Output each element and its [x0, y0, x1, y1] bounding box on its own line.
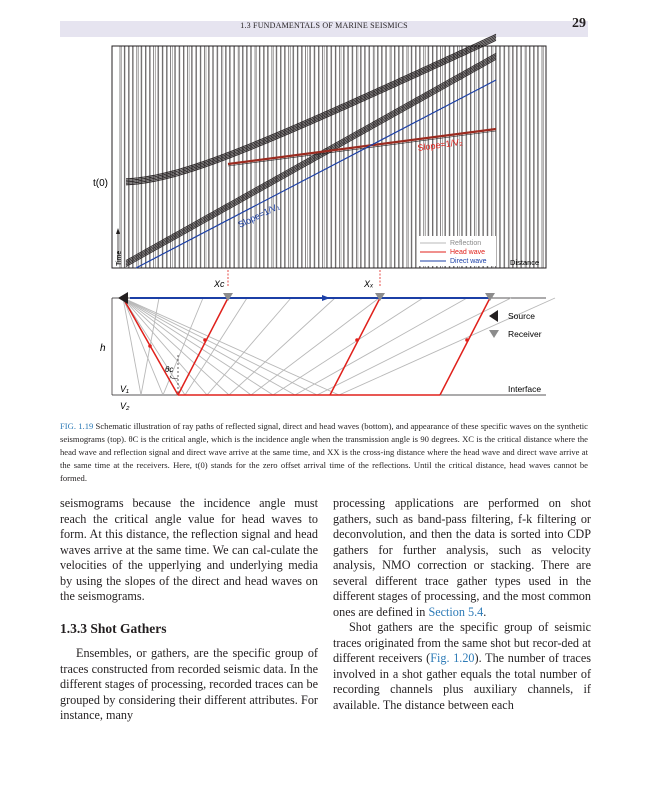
left-paragraph-1: seismograms because the incidence angle must reach the critical angle value for head waves to form. At this distance, the reflection signal and head waves arrive at the same time. We can cal-culate the velocities of the upperlying and underlying media by using the slopes of the direct and head waves on the seismograms. [60, 496, 318, 603]
interface-label: Interface [508, 384, 542, 394]
reflection-ray-down [123, 298, 207, 395]
right-paragraph-1 [333, 496, 591, 620]
v2-label: V₂ [120, 401, 130, 411]
v1-label: V₁ [120, 384, 129, 394]
right-paragraph-2-text: Shot gathers are the specific group of seismic traces originated from the same shot but recor-ded at different receivers ( [333, 620, 591, 665]
time-axis-label: Time [116, 250, 123, 266]
reflection-ray-up [251, 298, 379, 395]
theta-c-label: θc [165, 365, 174, 374]
figure-label: FIG. 1.19 [60, 421, 94, 431]
reflection-ray-down [123, 298, 339, 395]
head-wave-ray-xx [330, 298, 380, 395]
section-link[interactable]: Section 5.4 [428, 604, 484, 619]
time-axis-arrowhead [116, 228, 120, 234]
source-icon [118, 292, 128, 304]
xc-label: Xᴄ [214, 279, 225, 289]
reflection-ray-down [123, 298, 273, 395]
reflection-ray-down [123, 298, 163, 395]
receiver-legend-label: Receiver [508, 329, 542, 339]
figure-caption [60, 420, 588, 485]
source-legend-icon [489, 310, 498, 322]
left-column [60, 496, 318, 724]
right-column [333, 496, 591, 713]
head-arrow-2 [203, 338, 207, 342]
head-arrow-1 [148, 344, 152, 348]
head-arrow-4 [465, 338, 469, 342]
section-heading: 1.3.3 Shot Gathers [60, 620, 167, 636]
t0-label: t(0) [93, 178, 108, 189]
h-label: h [100, 343, 106, 354]
reflection-ray-up [273, 298, 423, 395]
xx-label: Xₓ [364, 279, 374, 289]
direct-wave-arrow [322, 295, 330, 301]
figure-link[interactable]: Fig. 1.20 [430, 651, 475, 665]
right-paragraph-2-end: ). The number of traces involved in a shot gather equals the total number of recording channels plus auxiliary channels, if available. The distance between each [333, 651, 591, 712]
caption-text: Schematic illustration of ray paths of reflected signal, direct and head waves (bottom), and appearance of these specific waves on the synthetic seismograms (top). θC is the critical angle, which is the incidence angle when the transmission angle is 90 degrees. XC is the critical distance where the head wave and reflection signal and direct wave arrive at the same time, and XX is the cross-ing distance where the head wave and direct wave arrive at the same time at the receivers. Here, t(0) stands for the zero offset arrival time of the reflections. Until the critical distance, head waves cannot be formed. [60, 421, 588, 483]
legend-head-wave-label: Head wave [450, 249, 486, 256]
distance-label: Distance [510, 258, 540, 267]
reflection-ray-up [229, 298, 335, 395]
running-title: 1.3 FUNDAMENTALS OF MARINE SEISMICS [240, 21, 408, 30]
slope-direct-label: Slope=1/V₁ [236, 201, 282, 230]
legend [418, 236, 496, 266]
right-paragraph-1-end: . [483, 604, 487, 619]
left-paragraph-2: Ensembles, or gathers, are the specific group of traces constructed from recorded seismic data. In the different stages of processing, recorded traces can be grouped by considering their different attributes. For instance, many [60, 646, 318, 722]
legend-direct-wave-label: Direct wave [450, 258, 487, 265]
slope-head-label: Slope=1/V₂ [416, 136, 464, 153]
right-paragraph-1-text: processing applications are performed on shot gathers, such as band-pass filtering, f-k filtering or deconvolution, and then the data is sorted into CDP gathers for further analysis, such as velocity analysis, NMO correction or stacking. There are several different trace gather types used in the different stages of processing, and the most common ones are defined in [333, 496, 591, 619]
right-paragraph-2 [333, 620, 591, 713]
source-legend-label: Source [508, 311, 535, 321]
reflection-rays [123, 298, 555, 395]
receiver-legend-icon [489, 330, 499, 338]
head-arrow-3 [355, 338, 359, 342]
reflection-ray-up [295, 298, 467, 395]
legend-reflection-label: Reflection [450, 240, 482, 247]
page-number: 29 [572, 16, 586, 31]
